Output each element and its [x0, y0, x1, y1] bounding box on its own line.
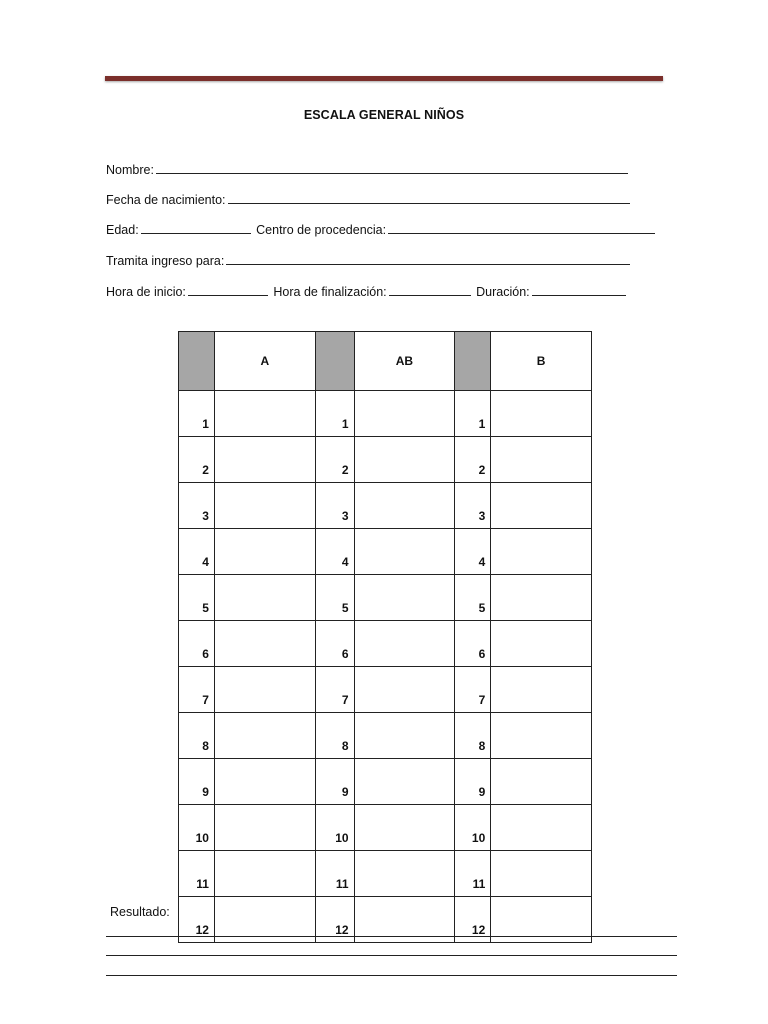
row-number-ab: 11	[315, 851, 354, 897]
row-number-a: 8	[179, 713, 215, 759]
edad-centro-row	[106, 222, 657, 237]
row-number-b: 8	[455, 713, 491, 759]
fecha-nacimiento-field[interactable]	[228, 192, 630, 204]
table-row	[179, 713, 592, 759]
header-ab: AB	[354, 332, 455, 391]
row-number-a: 11	[179, 851, 215, 897]
fecha-nacimiento-label: Fecha de nacimiento:	[106, 193, 226, 207]
hora-fin-label: Hora de finalización:	[273, 285, 387, 299]
answer-cell-b[interactable]	[491, 437, 592, 483]
table-row	[179, 621, 592, 667]
header-shade-ab	[315, 332, 354, 391]
horas-row	[106, 284, 628, 299]
answer-cell-ab[interactable]	[354, 713, 455, 759]
table-row	[179, 529, 592, 575]
answer-cell-b[interactable]	[491, 621, 592, 667]
answer-cell-b[interactable]	[491, 529, 592, 575]
answer-cell-a[interactable]	[214, 851, 315, 897]
answer-cell-a[interactable]	[214, 391, 315, 437]
duracion-label: Duración:	[476, 285, 530, 299]
row-number-b: 6	[455, 621, 491, 667]
answer-cell-a[interactable]	[214, 529, 315, 575]
row-number-ab: 4	[315, 529, 354, 575]
answer-cell-b[interactable]	[491, 759, 592, 805]
row-number-a: 10	[179, 805, 215, 851]
answer-cell-ab[interactable]	[354, 437, 455, 483]
table-row	[179, 805, 592, 851]
duracion-field[interactable]	[532, 284, 626, 296]
row-number-b: 2	[455, 437, 491, 483]
answer-cell-b[interactable]	[491, 483, 592, 529]
table-row	[179, 575, 592, 621]
header-rule	[105, 76, 663, 81]
answer-cell-ab[interactable]	[354, 483, 455, 529]
hora-inicio-field[interactable]	[188, 284, 268, 296]
row-number-ab: 9	[315, 759, 354, 805]
row-number-a: 1	[179, 391, 215, 437]
table-row	[179, 667, 592, 713]
resultado-line-2[interactable]	[106, 955, 677, 956]
hora-fin-field[interactable]	[389, 284, 471, 296]
table-row	[179, 391, 592, 437]
answer-cell-ab[interactable]	[354, 667, 455, 713]
answer-cell-b[interactable]	[491, 391, 592, 437]
row-number-a: 6	[179, 621, 215, 667]
answer-cell-ab[interactable]	[354, 851, 455, 897]
answer-cell-a[interactable]	[214, 621, 315, 667]
answer-cell-b[interactable]	[491, 805, 592, 851]
answer-cell-a[interactable]	[214, 713, 315, 759]
answer-cell-ab[interactable]	[354, 759, 455, 805]
answer-cell-ab[interactable]	[354, 575, 455, 621]
row-number-b: 5	[455, 575, 491, 621]
row-number-ab: 5	[315, 575, 354, 621]
row-number-ab: 12	[315, 897, 354, 943]
header-shade-b	[455, 332, 491, 391]
table-header-row	[179, 332, 592, 391]
answer-cell-a[interactable]	[214, 437, 315, 483]
row-number-b: 7	[455, 667, 491, 713]
row-number-ab: 2	[315, 437, 354, 483]
tramita-row	[106, 253, 632, 268]
nombre-row	[106, 162, 630, 177]
row-number-b: 3	[455, 483, 491, 529]
answer-cell-ab[interactable]	[354, 621, 455, 667]
edad-field[interactable]	[141, 222, 251, 234]
nombre-field[interactable]	[156, 162, 628, 174]
answer-cell-b[interactable]	[491, 575, 592, 621]
row-number-b: 10	[455, 805, 491, 851]
header-a: A	[214, 332, 315, 391]
tramita-label: Tramita ingreso para:	[106, 254, 225, 268]
answer-cell-a[interactable]	[214, 483, 315, 529]
answer-cell-ab[interactable]	[354, 805, 455, 851]
answer-cell-a[interactable]	[214, 759, 315, 805]
table-row	[179, 483, 592, 529]
answer-cell-b[interactable]	[491, 713, 592, 759]
fecha-nacimiento-row	[106, 192, 632, 207]
row-number-ab: 10	[315, 805, 354, 851]
row-number-b: 12	[455, 897, 491, 943]
row-number-b: 1	[455, 391, 491, 437]
header-b: B	[491, 332, 592, 391]
centro-field[interactable]	[388, 222, 655, 234]
edad-label: Edad:	[106, 223, 139, 237]
page-title: ESCALA GENERAL NIÑOS	[303, 108, 465, 122]
answer-cell-a[interactable]	[214, 805, 315, 851]
table-row	[179, 759, 592, 805]
row-number-a: 12	[179, 897, 215, 943]
row-number-b: 4	[455, 529, 491, 575]
resultado-line-3[interactable]	[106, 975, 677, 976]
answer-cell-b[interactable]	[491, 851, 592, 897]
nombre-label: Nombre:	[106, 163, 154, 177]
table-row	[179, 437, 592, 483]
header-shade-a	[179, 332, 215, 391]
row-number-ab: 7	[315, 667, 354, 713]
tramita-field[interactable]	[226, 253, 630, 265]
row-number-b: 11	[455, 851, 491, 897]
table-row	[179, 851, 592, 897]
row-number-ab: 3	[315, 483, 354, 529]
row-number-ab: 8	[315, 713, 354, 759]
row-number-a: 9	[179, 759, 215, 805]
score-table	[178, 331, 592, 943]
answer-cell-a[interactable]	[214, 575, 315, 621]
row-number-b: 9	[455, 759, 491, 805]
row-number-a: 3	[179, 483, 215, 529]
row-number-a: 2	[179, 437, 215, 483]
answer-cell-a[interactable]	[214, 667, 315, 713]
answer-cell-ab[interactable]	[354, 391, 455, 437]
row-number-a: 4	[179, 529, 215, 575]
resultado-line-1[interactable]	[106, 936, 677, 937]
answer-cell-ab[interactable]	[354, 529, 455, 575]
hora-inicio-label: Hora de inicio:	[106, 285, 186, 299]
centro-label: Centro de procedencia:	[256, 223, 387, 237]
row-number-a: 7	[179, 667, 215, 713]
resultado-label: Resultado:	[110, 905, 170, 919]
answer-cell-b[interactable]	[491, 667, 592, 713]
row-number-ab: 1	[315, 391, 354, 437]
row-number-a: 5	[179, 575, 215, 621]
row-number-ab: 6	[315, 621, 354, 667]
